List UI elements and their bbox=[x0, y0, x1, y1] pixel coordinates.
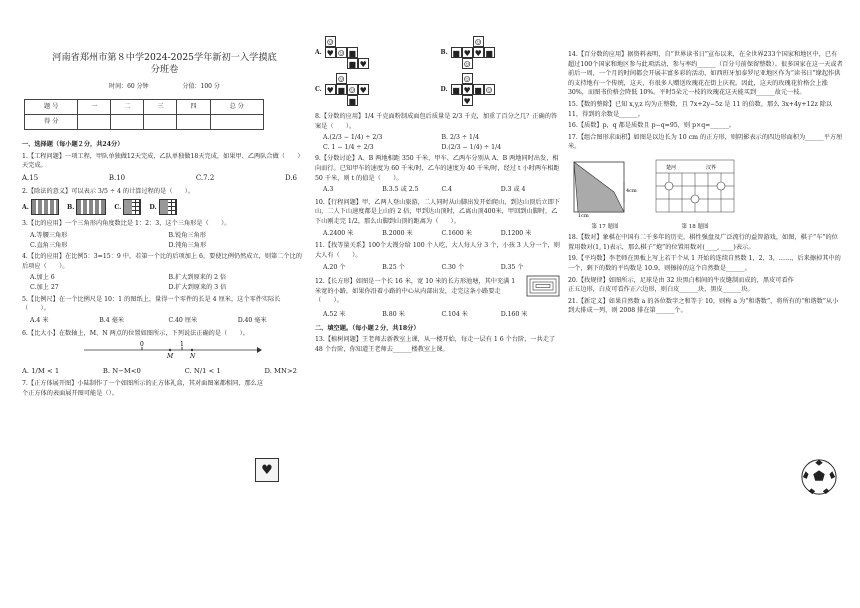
question-12-block bbox=[315, 275, 560, 308]
question-5-options bbox=[30, 316, 307, 326]
option[interactable]: C.104 米 bbox=[441, 310, 468, 318]
score-cell: 四 bbox=[177, 100, 210, 115]
section-heading: 二、填空题。（每小题２分，共18分） bbox=[315, 324, 420, 332]
figures-17-18 bbox=[568, 156, 843, 231]
svg-text:楚河: 楚河 bbox=[666, 165, 677, 172]
smiley-icon: ☺ bbox=[348, 86, 356, 95]
option[interactable]: D.6 bbox=[284, 173, 297, 182]
soccer-ball-icon bbox=[800, 458, 838, 496]
square-icon: ■ bbox=[474, 86, 482, 95]
bar-figure-icon bbox=[31, 199, 59, 215]
tick-label-1: 1 bbox=[180, 341, 184, 349]
question-12-options bbox=[323, 310, 560, 320]
spiral-path-figure bbox=[526, 275, 560, 297]
square-icon: ■ bbox=[337, 86, 346, 95]
option[interactable]: C.加上 27 bbox=[30, 284, 59, 292]
option-b[interactable]: B. bbox=[67, 199, 106, 215]
square-icon: ■ bbox=[348, 49, 357, 58]
grid-figure-icon bbox=[123, 199, 141, 215]
heart-icon: ♥ bbox=[463, 49, 471, 58]
question-2: 2.【除法的意义】可以表示 3/5 ÷ 4 的计算过程的是（ ）。 bbox=[22, 187, 195, 195]
net-option-d[interactable]: D. ☺ ■ ♥ ■ ☺ ♥ bbox=[440, 75, 493, 106]
smiley-icon: ☺ bbox=[337, 75, 345, 84]
option[interactable]: A.20 个 bbox=[323, 263, 346, 271]
square-icon: ■ bbox=[485, 49, 493, 58]
option[interactable]: A.等腰三角形 bbox=[30, 232, 68, 240]
title-line-2: 分班卷 bbox=[150, 64, 179, 76]
question-19: 19.【平均数】李老师在黑板上写上若干个从 1 开始的连续自然数 1，2，3，……，后来擦掉其中的一个，剩下的数的平均数是 10.9，则擦掉的这个自然数是______。 bbox=[568, 255, 841, 273]
option[interactable]: D.3 或 4 bbox=[500, 186, 526, 194]
score-cell: 总 分 bbox=[210, 100, 264, 115]
smiley-icon: ☺ bbox=[337, 49, 345, 58]
svg-text:1cm: 1cm bbox=[578, 213, 589, 219]
option-a[interactable]: A. bbox=[22, 199, 59, 215]
option[interactable]: B.锐角三角形 bbox=[168, 232, 206, 240]
question-4: 4.【比的应用】在比例5：3=15：9 中，若第一个比的后项加上 6，要使比例仍然成立，则第二个比的后项应（ ）。 bbox=[22, 253, 302, 270]
option-d[interactable]: D. bbox=[149, 199, 176, 215]
question-4-options bbox=[30, 273, 307, 292]
smiley-icon: ☺ bbox=[326, 38, 334, 47]
option[interactable]: C. 1 − 1/4 ÷ 2/3 bbox=[323, 143, 374, 151]
heart-icon: ♥ bbox=[326, 49, 334, 58]
figure-17-caption: 第 17 题图 bbox=[591, 223, 619, 230]
title-line-1: 河南省郑州市第８中学2024-2025学年新初一入学摸底 bbox=[52, 52, 277, 63]
option[interactable]: C. N/1 < 1 bbox=[184, 366, 221, 375]
figure-18-chessboard bbox=[652, 156, 738, 218]
heart-icon: ♥ bbox=[359, 86, 367, 95]
option[interactable]: A.2400 米 bbox=[323, 229, 354, 237]
question-18: 18.【数对】象棋在中国有二千多年的历史，棋性强盘及广泛流行的益智游戏，如图，棋子“车”的位置用数对(1, 1)表示，那么棋子“炮”的位置用数对(____, ____)表示。 bbox=[568, 234, 838, 251]
question-3-options bbox=[30, 231, 307, 250]
option[interactable]: B.25 个 bbox=[382, 263, 405, 271]
option[interactable]: A.52 米 bbox=[323, 310, 346, 318]
heart-icon: ♥ bbox=[463, 86, 471, 95]
tick-label-0: 0 bbox=[140, 341, 144, 349]
axis-arrow bbox=[257, 347, 262, 353]
exam-score: 分值：100 分 bbox=[182, 82, 220, 90]
score-cell: 三 bbox=[144, 100, 177, 115]
option[interactable]: B. N−M<0 bbox=[102, 366, 141, 375]
question-2-figures bbox=[22, 199, 307, 215]
question-9-options bbox=[323, 185, 560, 195]
square-icon: ■ bbox=[452, 49, 460, 58]
square-icon: ■ bbox=[348, 60, 357, 69]
score-entry[interactable] bbox=[144, 115, 177, 130]
chess-piece-icon bbox=[717, 182, 725, 190]
question-3: 3.【比的应用】一个三角形内角度数比是 1：2：3，这个三角形是（ ）。 bbox=[22, 220, 231, 228]
option[interactable]: A.4 米 bbox=[30, 316, 49, 324]
question-11: 11.【找等量关系】100个大馒分给 100 个人吃，大人每人分 3 个，小孩 3 人分一个，则大人有（ ）。 bbox=[315, 242, 560, 259]
column-right bbox=[568, 48, 843, 318]
option[interactable]: D.钝角三角形 bbox=[168, 241, 207, 249]
option[interactable]: C.30 个 bbox=[441, 263, 465, 271]
question-15: 15.【数的整除】已知 x,y,z 均为正整数，且 7x+2y−5z 是 11 的倍数，那么 3x+4y+12z 除以 11，得到的余数是______。 bbox=[568, 101, 833, 118]
question-8-options bbox=[323, 133, 560, 152]
page-title bbox=[22, 52, 307, 77]
score-label: 得 分 bbox=[25, 115, 78, 130]
option[interactable]: B.3.5 或 2.5 bbox=[382, 186, 419, 194]
figure-17-diagram bbox=[568, 156, 642, 218]
net-option-c[interactable]: C. ☺ ♥ ■ ☺ ♥ ■ bbox=[315, 75, 367, 106]
question-10-options bbox=[323, 229, 560, 239]
option[interactable]: D.(2/3 − 1/4) ÷ 1/4 bbox=[441, 143, 502, 151]
question-11-options bbox=[323, 263, 560, 273]
label-n: N bbox=[190, 353, 196, 361]
point-n bbox=[191, 349, 193, 351]
number-line bbox=[82, 340, 262, 360]
option[interactable]: B.80 米 bbox=[382, 310, 405, 318]
square-icon: ■ bbox=[452, 86, 460, 95]
heart-icon: ♥ bbox=[326, 86, 334, 95]
smiley-icon: ☺ bbox=[474, 38, 482, 47]
option[interactable]: C.7.2 bbox=[195, 173, 215, 182]
option-c[interactable]: C. bbox=[114, 199, 141, 215]
question-6: 6.【比大小】在数轴上，M、N 两点的位置如图所示，下列说法正确的是（ ）。 bbox=[22, 329, 249, 337]
question-6-options bbox=[22, 366, 307, 377]
heart-icon: ♥ bbox=[474, 49, 482, 58]
question-5: 5.【比例尺】在一个比例尺是 10：1 的图纸上，量得一个零件的长是 4 厘米，这个零件实际长（ ）。 bbox=[22, 295, 281, 313]
question-9: 9.【分数讨论】A、B 两地相距 350 千米，甲车、乙两车分别从 A、B 两地同时出发，相向而行。已知甲车的速度为 60 千米/时，乙车的速度为 40 千米/时，经过 t 小时两车相距 50 千米，则 t 的值是（ ）。 bbox=[315, 155, 560, 182]
option[interactable]: A.(2/3 − 1/4) ÷ 2/3 bbox=[323, 134, 383, 142]
chess-piece-icon bbox=[665, 182, 673, 190]
heart-icon: ♥ bbox=[261, 462, 273, 478]
option[interactable]: B. 2/3 ÷ 1/4 bbox=[441, 134, 480, 142]
figure-17 bbox=[568, 156, 642, 231]
score-cell: 一 bbox=[78, 100, 111, 115]
cube-nets bbox=[315, 36, 560, 106]
column-middle bbox=[315, 36, 560, 356]
score-table bbox=[24, 99, 264, 130]
net-option-a[interactable]: A. ☺ ♥ ☺ ■ ■ ♥ bbox=[315, 38, 367, 69]
gift-box-cube-figure bbox=[255, 458, 279, 482]
net-option-b[interactable]: B. ☺ ■ ♥ ♥ ■ ☺ bbox=[440, 38, 493, 69]
score-table-row bbox=[25, 115, 264, 130]
svg-text:汉界: 汉界 bbox=[706, 165, 717, 172]
question-1: 1.【工程问题】一项工程，甲队单独做12天完成，乙队单独做18天完成，如果甲、乙两队合做（ ）天完成。 bbox=[22, 152, 304, 170]
score-entry[interactable] bbox=[210, 115, 264, 130]
exam-time: 时间：60 分钟 bbox=[109, 82, 149, 90]
option[interactable]: A.15 bbox=[22, 173, 39, 182]
point-m bbox=[169, 349, 171, 351]
grid-figure-icon bbox=[159, 199, 177, 215]
heart-icon: ♥ bbox=[463, 97, 471, 106]
option[interactable]: C.4 bbox=[441, 186, 452, 194]
score-cell: 题 号 bbox=[25, 100, 78, 115]
figure-18 bbox=[652, 156, 738, 231]
option[interactable]: A. 1/M < 1 bbox=[22, 366, 60, 375]
score-table-header bbox=[25, 100, 264, 115]
option[interactable]: D.35 个 bbox=[500, 263, 524, 271]
option[interactable]: A.3 bbox=[323, 186, 334, 194]
question-1-options bbox=[22, 173, 307, 184]
question-20: 20.【找规律】如图所示，足球是由 32 块黑白相间的牛皮缝制而成的，黑皮可看作正五边形，白皮可看作正六边形，则白皮______块，黑皮______块。 bbox=[568, 276, 794, 294]
option[interactable]: C.1600 米 bbox=[441, 229, 472, 237]
option[interactable]: B.扩大到原来的 2 倍 bbox=[168, 274, 227, 282]
smiley-icon: ☺ bbox=[463, 60, 471, 69]
heart-icon: ♥ bbox=[359, 60, 367, 69]
question-7: 7.【正方体展开图】小陆制作了一个如图所示的正方体礼盒，其对面图案都相同，那么这个正方体的表面展开图可能是（）。 bbox=[22, 380, 264, 397]
exam-meta bbox=[22, 82, 307, 91]
question-21: 21.【新定义】如果自然数 a 的各位数字之和等于 10，则称 a 为“和谐数”，将所有的“和谐数”从小到大排成一列，则 2008 排在第______个。 bbox=[568, 297, 839, 315]
option[interactable]: B.2000 米 bbox=[382, 229, 413, 237]
score-entry[interactable] bbox=[78, 115, 111, 130]
question-8: 8.【分数的应用】1/4 千克面粉制成面包后质量是 2/3 千克，加重了百分之几？正确的答案是（ ）。 bbox=[315, 113, 558, 130]
chess-piece-icon bbox=[691, 195, 699, 203]
question-17: 17.【组合图形求面积】如图是以边长为 10 cm 的正方形，则阴影表示的四边形面积为______平方厘米。 bbox=[568, 133, 843, 151]
smiley-icon: ☺ bbox=[463, 75, 471, 84]
column-left bbox=[22, 40, 307, 400]
question-14: 14.【百分数的应用】据资料表明，自“世界读书日”宣布以来，在全世界233个国家和地区中，已有超过100个国家和地区参与此项活动，参与率约______（百分号前保留整数）。很多国家在这一天或者前后一周，一个月的时间都会开展丰富多彩的活动，如西班牙加泰罗尼亚地区作为“读书日”缘起作供的支持地有一个传统，这天，有很多人赠送玫瑰花在街上庆祝。因此，这天的玫瑰花价格会上涨30%，而图书价格会降低 10%。平时5朵元一枝的玫瑰花这天能买到______故元一枝。 bbox=[568, 51, 843, 97]
option[interactable]: B.10 bbox=[108, 173, 126, 182]
option[interactable]: C.直角三角形 bbox=[30, 241, 68, 249]
square-icon: ■ bbox=[348, 97, 357, 106]
score-cell: 二 bbox=[111, 100, 144, 115]
question-16: 16.【质数】p，q 都是质数且 p−q=95，则 p×q=______。 bbox=[568, 122, 736, 130]
option[interactable]: D. MN>2 bbox=[264, 366, 297, 375]
score-entry[interactable] bbox=[111, 115, 144, 130]
question-12: 12.【长方形】如图是一个长 16 米，宽 10 米的长方形池塘，其中充满 1 米宽的小路，如果你沿着小路的中心从内部出发，走完这条小路要走（ ）。 bbox=[315, 278, 516, 305]
figure-18-caption: 第 18 题图 bbox=[681, 223, 709, 230]
option[interactable]: D.1200 米 bbox=[500, 229, 532, 237]
option[interactable]: D.160 米 bbox=[500, 310, 528, 318]
label-m: M bbox=[167, 353, 174, 361]
option[interactable]: D.扩大到原来的 3 倍 bbox=[168, 284, 227, 292]
option[interactable]: A.加上 6 bbox=[30, 274, 55, 282]
question-13: 13.【植树问题】王老师去新教室上课，从一楼开始，每走一层有 1 6 个台阶，一共走了 48 个台阶，你知道王老师去______楼教室上课。 bbox=[315, 336, 556, 353]
question-10: 10.【行程问题】甲、乙两人登山旅游，二人同时从山脚出发开始爬山，到达山顶后立即下山，二人下山速度都是上山的 2 倍，甲到达山顶时，乙离山顶400米，甲回到山脚时，乙下山刚走完 1/2，那么山脚到山顶的距离为（ ）。 bbox=[315, 198, 560, 226]
option[interactable]: C.40 厘米 bbox=[168, 316, 198, 324]
option[interactable]: D.40 毫米 bbox=[237, 316, 267, 324]
section-heading: 一、选择题（每小题２分，共24分） bbox=[22, 141, 124, 149]
smiley-icon: ☺ bbox=[485, 86, 493, 95]
bar-figure-icon bbox=[76, 199, 106, 215]
svg-text:4cm: 4cm bbox=[626, 188, 637, 195]
score-entry[interactable] bbox=[177, 115, 210, 130]
option[interactable]: B.4 毫米 bbox=[99, 316, 125, 324]
